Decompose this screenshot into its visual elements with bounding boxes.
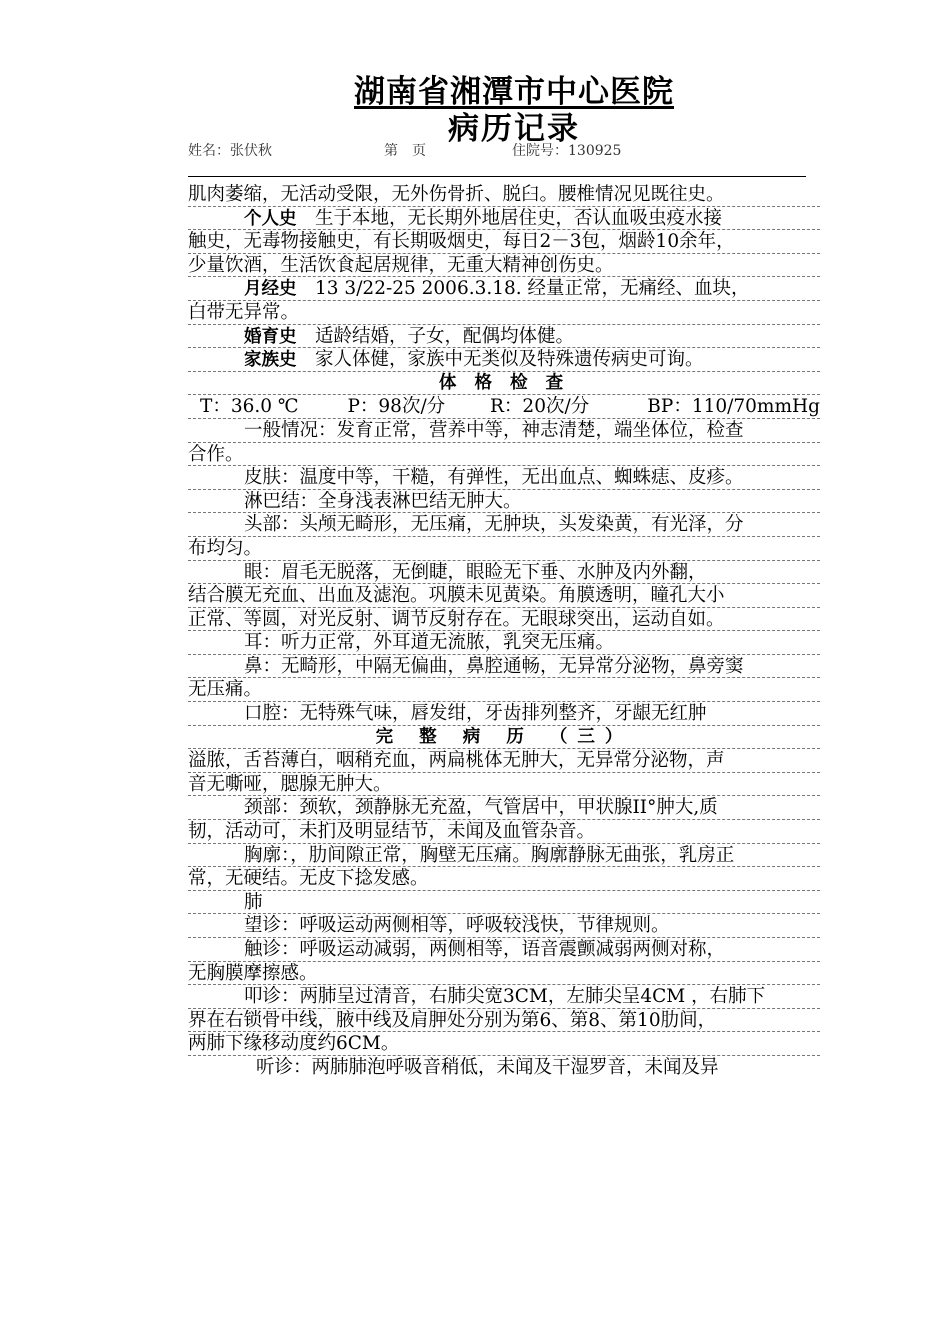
vital-pulse: P：98次/分 [347,396,446,418]
menstrual-history [188,277,820,301]
text-line: 口腔：无特殊气味，唇发绀，牙齿排列整齐，牙龈无红肿 [188,702,820,726]
personal-history [188,207,820,231]
text-line: 触诊：呼吸运动减弱，两侧相等，语音震颤减弱两侧对称， [188,938,820,962]
menstrual-history-label: 月经史 [244,279,297,300]
text-line: 合作。 [188,443,820,467]
text-line: 耳：听力正常，外耳道无流脓，乳突无压痛。 [188,631,820,655]
vital-respiration: R：20次/分 [490,396,590,418]
text-line: 肺 [188,891,820,915]
record-subtitle: 病历记录 [448,111,580,147]
text-line: 肌肉萎缩，无活动受限，无外伤骨折、脱臼。腰椎情况见既往史。 [188,183,820,207]
patient-name: 姓名：张伏秋 [188,143,272,159]
text-line: 眼：眉毛无脱落，无倒睫，眼睑无下垂、水肿及内外翻， [188,561,820,585]
text-line: 头部：头颅无畸形，无压痛，无肿块，头发染黄，有光泽，分 [188,513,820,537]
text-line: 鼻：无畸形，中隔无偏曲，鼻腔通畅，无异常分泌物，鼻旁窦 [188,655,820,679]
text-line: 无胸膜摩擦感。 [188,962,820,986]
text-line: 触史，无毒物接触史，有长期吸烟史，每日2－3包，烟龄10余年， [188,230,820,254]
text-line: 韧，活动可，未扪及明显结节，未闻及血管杂音。 [188,820,820,844]
exam-heading: 体 格 检 查 [188,372,820,396]
marital-history-label: 婚育史 [244,326,297,347]
text-line: 生于本地，无长期外地居住史，否认血吸虫疫水接 [296,207,723,229]
text-line: 适龄结婚，子女，配偶均体健。 [296,325,575,347]
vital-blood-pressure: BP：110/70mmHg [647,396,820,418]
text-line: 结合膜无充血、出血及滤泡。巩膜未见黄染。角膜透明，瞳孔大小 [188,584,820,608]
header-rule [188,176,806,177]
text-line: 家人体健，家族中无类似及特殊遗传病史可询。 [296,349,704,371]
text-line: 界在右锁骨中线，腋中线及肩胛处分别为第6、第8、第10肋间， [188,1009,820,1033]
vital-temperature: T：36.0 ℃ [200,396,299,418]
text-line: 听诊：两肺肺泡呼吸音稍低，未闻及干湿罗音，未闻及异 [256,1056,719,1078]
text-line: 正常、等圆，对光反射、调节反射存在。无眼球突出，运动自如。 [188,608,820,632]
text-line: 胸廓：，肋间隙正常，胸壁无压痛。胸廓静脉无曲张，乳房正 [188,844,820,868]
personal-history-label: 个人史 [244,208,297,229]
text-line: 布均匀。 [188,537,820,561]
text-line: 溢脓，舌苔薄白，咽稍充血，两扁桃体无肿大，无异常分泌物，声 [188,749,820,773]
vital-signs [188,395,820,419]
page-separator: 完 整 病 历 （三） [188,726,820,750]
text-line: 叩诊：两肺呈过清音，右肺尖宽3CM，左肺尖呈4CM ，右肺下 [188,985,820,1009]
page-number: 第 页 [384,143,426,159]
text-line: 望诊：呼吸运动两侧相等，呼吸较浅快，节律规则。 [188,914,820,938]
text-line: 淋巴结：全身浅表淋巴结无肿大。 [188,490,820,514]
text-line: 13 3/22-25 2006.3.18. 经量正常，无痛经、血块， [296,278,750,300]
hospital-title: 湖南省湘潭市中心医院 [354,74,674,110]
admission-number: 住院号：130925 [512,143,622,159]
text-line: 皮肤：温度中等，干糙，有弹性，无出血点、蜘蛛痣、皮疹。 [188,466,820,490]
marital-history [188,325,820,349]
record-body [188,183,828,1080]
family-history [188,348,820,372]
text-line: 常，无硬结。无皮下捻发感。 [188,867,820,891]
text-line: 白带无异常。 [188,301,820,325]
text-line: 一般情况：发育正常，营养中等，神志清楚，端坐体位，检查 [188,419,820,443]
text-line: 无压痛。 [188,678,820,702]
family-history-label: 家族史 [244,350,297,371]
text-line: 少量饮酒，生活饮食起居规律，无重大精神创伤史。 [188,254,820,278]
text-line: 两肺下缘移动度约6CM。 [188,1032,820,1056]
text-line: 音无嘶哑，腮腺无肿大。 [188,773,820,797]
text-line: 颈部：颈软，颈静脉无充盈，气管居中，甲状腺II°肿大,质 [188,796,820,820]
